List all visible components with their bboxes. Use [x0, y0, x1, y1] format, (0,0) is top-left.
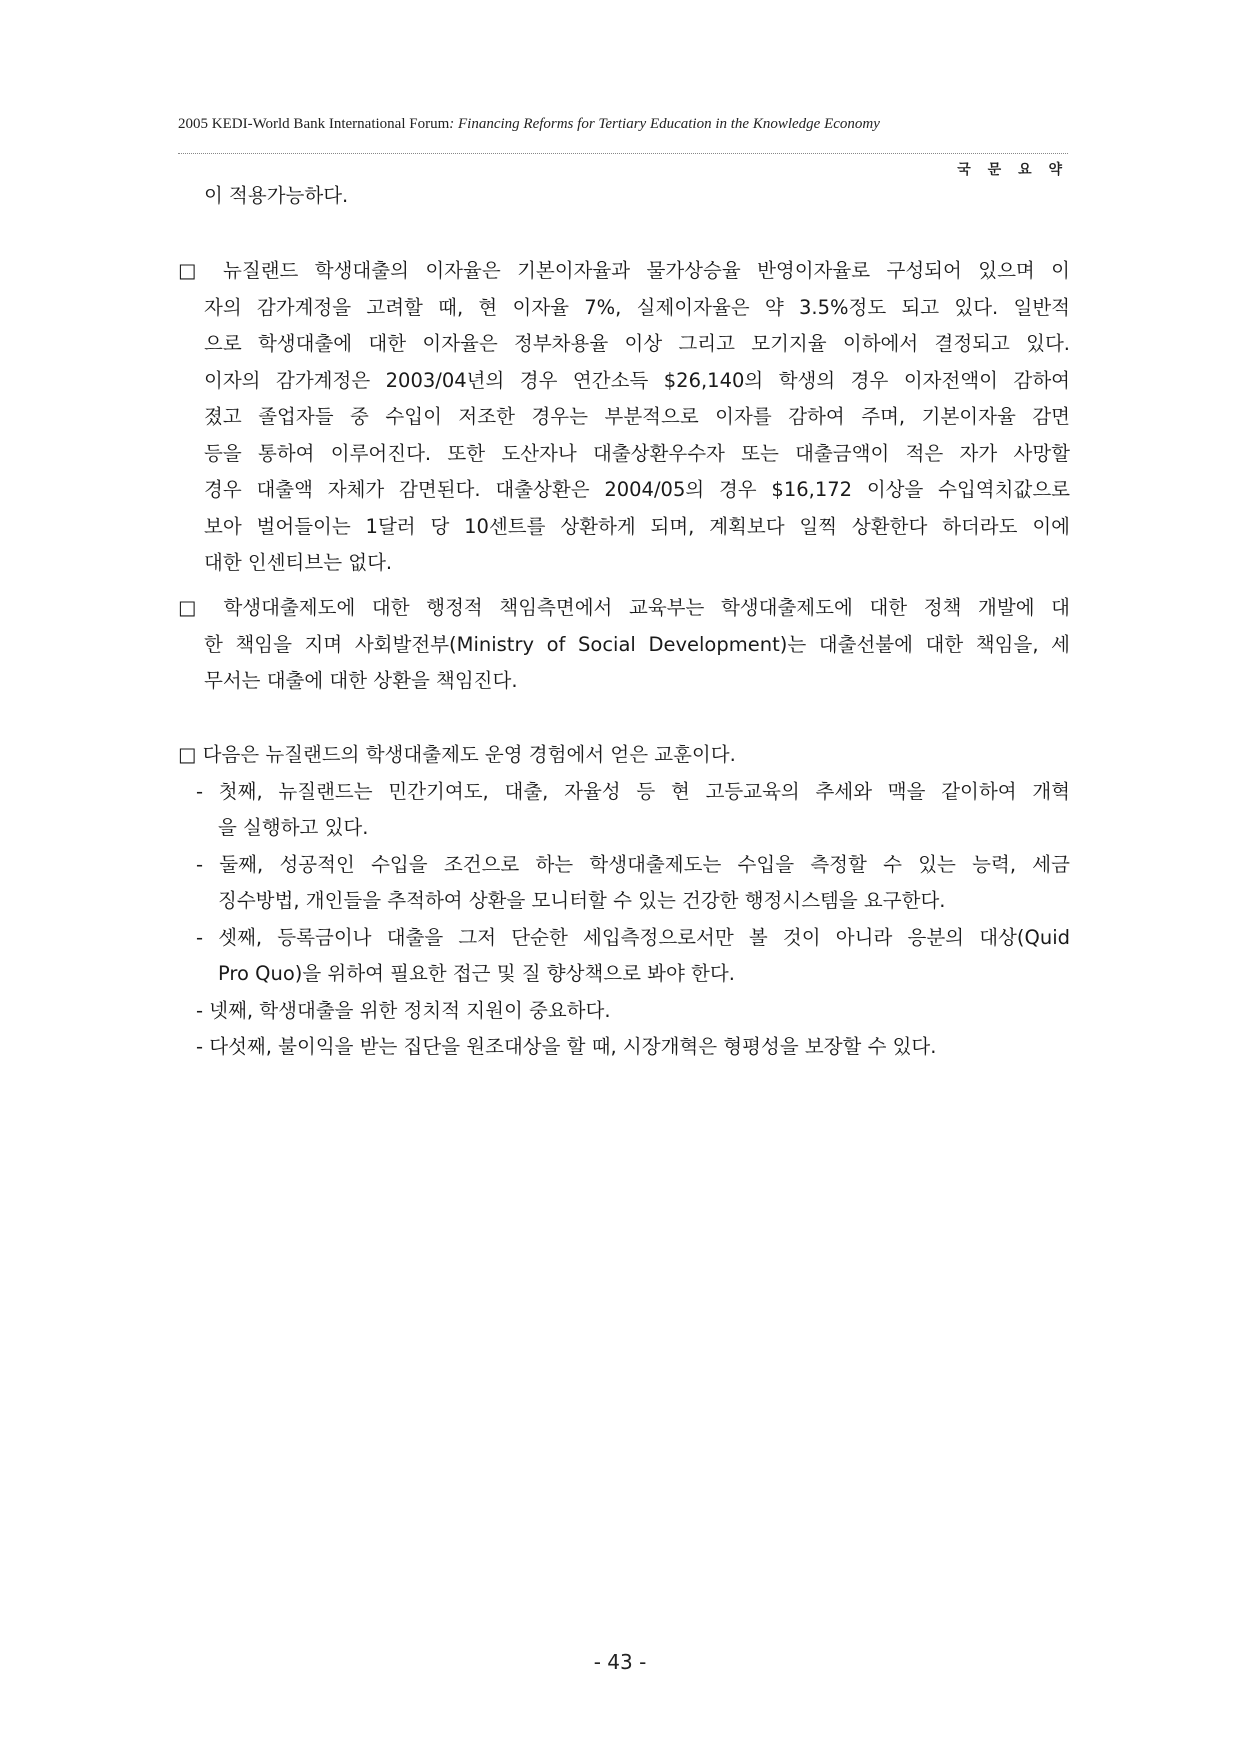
intro-line: 이 적용가능하다. [204, 184, 349, 207]
list-item-continuation: Pro Quo)을 위하여 필요한 접근 및 질 향상책으로 봐야 한다. [218, 962, 735, 985]
running-header [178, 116, 880, 133]
list-item: - 둘째, 성공적인 수입을 조건으로 하는 학생대출제도는 수입을 측정할 수 있는 능력, 세금 [196, 852, 1070, 876]
list-item: - 셋째, 등록금이나 대출을 그저 단순한 세입측정으로서만 볼 것이 아니라 응분의 대상(Quid [196, 925, 1070, 949]
paragraph-interest-rate [178, 253, 1070, 582]
paragraph-line: 경우 대출액 자체가 감면된다. 대출상환은 2004/05의 경우 $16,172 이상을 수입역치값으로 [204, 478, 1070, 501]
paragraph-line: □ 뉴질랜드 학생대출의 이자율은 기본이자율과 물가상승율 반영이자율로 구성되어 있으며 이 [178, 259, 1070, 282]
list-item: - 첫째, 뉴질랜드는 민간기여도, 대출, 자율성 등 현 고등교육의 추세와 맥을 같이하여 개혁 [196, 779, 1070, 803]
section-label: 국 문 요 약 [957, 162, 1068, 178]
paragraph-line: 자의 감가계정을 고려할 때, 현 이자율 7%, 실제이자율은 약 3.5%정도 되고 있다. 일반적 [204, 295, 1070, 319]
paragraph-line: □ 다음은 뉴질랜드의 학생대출제도 운영 경험에서 얻은 교훈이다. [178, 743, 736, 766]
list-item: - 다섯째, 불이익을 받는 집단을 원조대상을 할 때, 시장개혁은 형평성을 보장할 수 있다. [196, 1035, 937, 1058]
page-number: - 43 - [593, 1650, 647, 1674]
paragraph-line: 무서는 대출에 대한 상환을 책임진다. [204, 669, 518, 692]
intro-paragraph [178, 178, 1070, 215]
paragraph-administration [178, 590, 1070, 700]
paragraph-line: 이자의 감가계정은 2003/04년의 경우 연간소득 $26,140의 학생의 경우 이자전액이 감하여 [204, 368, 1070, 392]
paragraph-line: 등을 통하여 이루어진다. 또한 도산자나 대출상환우수자 또는 대출금액이 적은 자가 사망할 [204, 441, 1070, 465]
list-item-continuation: 징수방법, 개인들을 추적하여 상환을 모니터할 수 있는 건강한 행정시스템을 요구한다. [218, 889, 946, 912]
list-item-continuation: 을 실행하고 있다. [218, 816, 369, 839]
paragraph-line: 졌고 졸업자들 중 수입이 저조한 경우는 부분적으로 이자를 감하여 주며, 기본이자율 감면 [204, 405, 1070, 428]
paragraph-line: 보아 벌어들이는 1달러 당 10센트를 상환하게 되며, 계획보다 일찍 상환한다 하더라도 이에 [204, 514, 1070, 538]
paragraph-line: 으로 학생대출에 대한 이자율은 정부차용율 이상 그리고 모기지율 이하에서 결정되고 있다. [204, 332, 1070, 355]
list-item: - 넷째, 학생대출을 위한 정치적 지원이 중요하다. [196, 998, 611, 1022]
header-divider [178, 153, 1068, 154]
header-title-plain: 2005 KEDI-World Bank International Forum [178, 116, 450, 132]
paragraph-line: 한 책임을 지며 사회발전부(Ministry of Social Development)는 대출선불에 대한 책임을, 세 [204, 632, 1070, 656]
header-title-italic: : Financing Reforms for Tertiary Education in the Knowledge Economy [449, 116, 880, 132]
paragraph-line: 대한 인센티브는 없다. [204, 551, 393, 574]
paragraph-line: □ 학생대출제도에 대한 행정적 책임측면에서 교육부는 학생대출제도에 대한 정책 개발에 대 [178, 596, 1070, 619]
paragraph-lessons [178, 737, 1070, 1066]
